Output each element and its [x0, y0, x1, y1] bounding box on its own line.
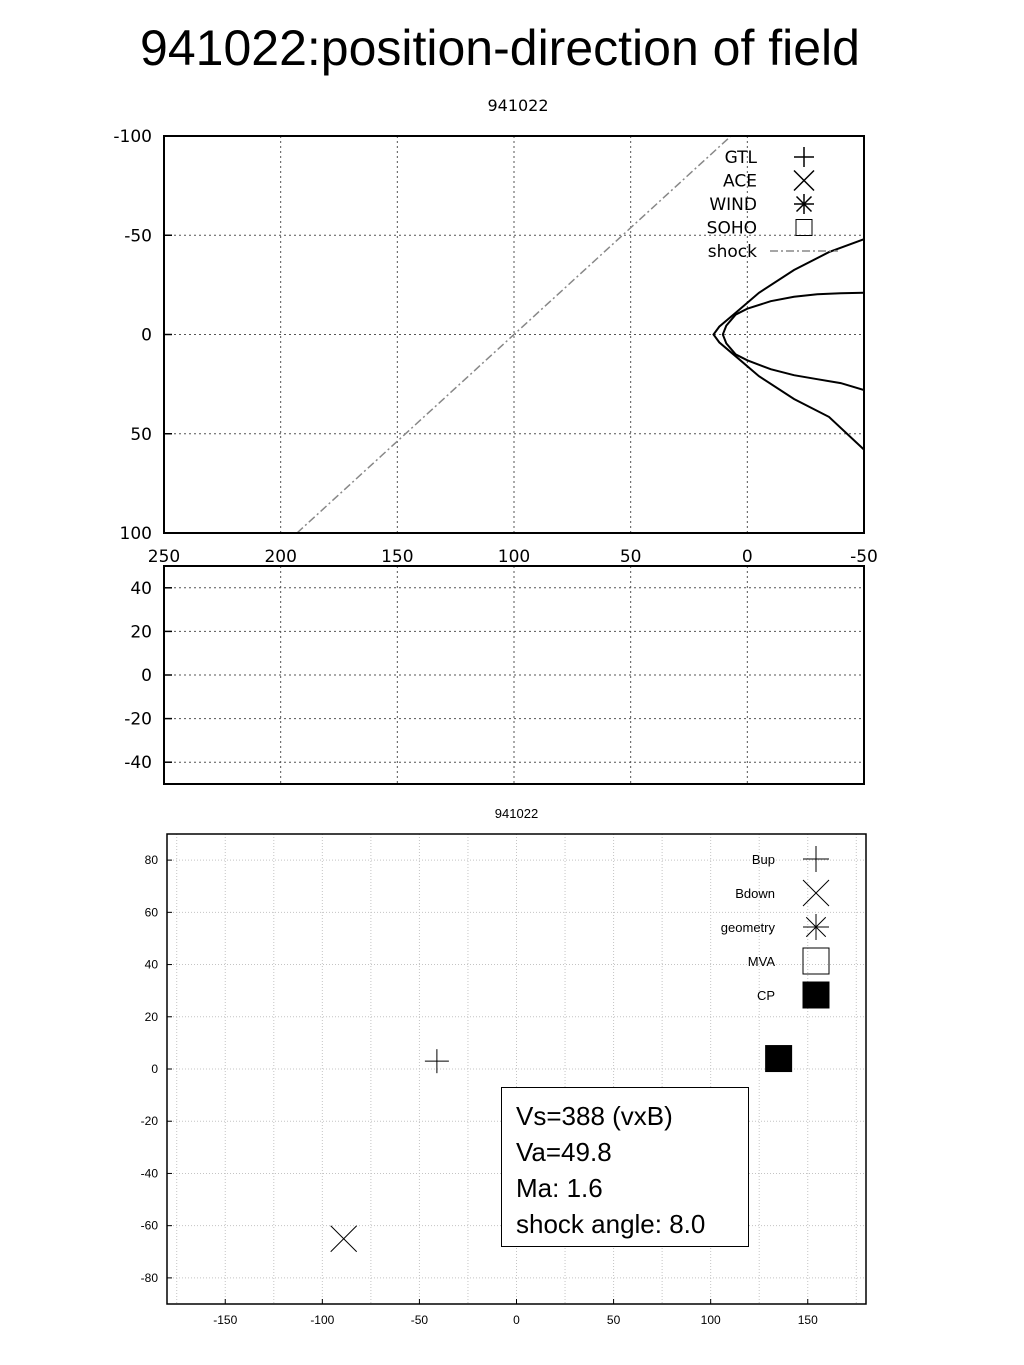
slide-title: 941022:position-direction of field	[140, 20, 860, 76]
panel2-ytick-label: -40	[124, 753, 152, 774]
panel3-ytick-label: -20	[140, 1114, 158, 1129]
panel3-xtick-label: 150	[797, 1313, 818, 1327]
panel1-boundary-curve-1	[723, 293, 864, 390]
panel1-legend-label-gtl: GTL	[724, 148, 757, 168]
panel3-xtick-label: 50	[606, 1313, 621, 1327]
panel1-ytick-label: -50	[124, 226, 152, 247]
panel3-ytick-label: -80	[140, 1270, 158, 1285]
panel3-legend-label-bdown: Bdown	[735, 886, 775, 901]
panel1-legend-marker-gtl	[794, 147, 814, 167]
panel1-ytick-label: -100	[113, 127, 152, 147]
panel3-title: 941022	[494, 806, 539, 821]
panel3-point-bdown	[331, 1226, 357, 1252]
panel1-boundary-curve-0	[714, 239, 865, 449]
panel1-legend-label-shock: shock	[707, 242, 757, 262]
panel1-ytick-label: 100	[119, 524, 152, 544]
info-line-va: Va=49.8	[516, 1137, 612, 1167]
panel3-legend-label-geometry: geometry	[720, 920, 775, 935]
panel1-xtick-label: 50	[619, 547, 642, 567]
panel3-legend-label-mva: MVA	[747, 954, 775, 969]
panel1-legend-label-ace: ACE	[723, 171, 757, 192]
panel3-ytick-label: 40	[144, 957, 158, 972]
panel3-xtick-label: 100	[700, 1313, 721, 1327]
panel2-ytick-label: -20	[124, 709, 152, 730]
panel3-legend-marker-cp	[803, 982, 829, 1008]
panel1-xtick-label: 200	[264, 547, 297, 567]
panel3-legend-marker-bup	[803, 846, 829, 872]
panel3-xtick-label: -150	[213, 1313, 238, 1327]
panel1-legend-label-wind: WIND	[709, 195, 757, 215]
panel1-xtick-label: 100	[497, 547, 531, 567]
shock-parameters-box	[501, 1087, 749, 1247]
panel3-xtick-label: -100	[310, 1313, 335, 1327]
info-line-vs: Vs=388 (vxB)	[516, 1101, 673, 1131]
panel1-legend-marker-soho	[796, 220, 812, 236]
panel1-xtick-label: -50	[850, 547, 878, 567]
panel1-legend-marker-ace	[794, 171, 814, 191]
panel1-ytick-label: 50	[130, 424, 152, 445]
panel3-ytick-label: -40	[140, 1166, 158, 1181]
panel3-legend-marker-geometry	[803, 914, 829, 940]
panel2-ytick-label: 20	[130, 622, 152, 643]
panel2-ytick-label: 40	[130, 578, 152, 599]
panel3-ytick-label: 0	[151, 1062, 158, 1076]
panel1-legend-marker-wind	[794, 194, 814, 214]
panel3-legend-marker-bdown	[803, 880, 829, 906]
panel1-xtick-label: 0	[741, 547, 753, 567]
panel3-ytick-label: 60	[144, 905, 158, 920]
panel2-ytick-label: 0	[141, 666, 152, 686]
panel3-legend-label-bup: Bup	[751, 852, 775, 867]
panel3-point-bup	[425, 1049, 449, 1073]
panel3-legend-marker-mva	[803, 948, 829, 974]
panel1-title: 941022	[487, 96, 549, 115]
panel3-point-cp	[766, 1046, 792, 1072]
panel3-legend-label-cp: CP	[756, 988, 775, 1003]
panel3-xtick-label: -50	[410, 1313, 429, 1327]
panel3-ytick-label: 20	[144, 1009, 158, 1024]
panel1-ytick-label: 0	[141, 325, 152, 346]
panel1-xtick-label: 250	[147, 547, 181, 567]
panel1-xtick-label: 150	[381, 547, 414, 567]
info-line-shock-angle: shock angle: 8.0	[516, 1209, 706, 1239]
panel3-xtick-label: 0	[513, 1313, 520, 1327]
panel1-legend-label-soho: SOHO	[706, 218, 757, 239]
info-line-ma: Ma: 1.6	[516, 1173, 603, 1203]
panel3-ytick-label: -60	[140, 1218, 158, 1233]
panel3-ytick-label: 80	[144, 853, 158, 868]
